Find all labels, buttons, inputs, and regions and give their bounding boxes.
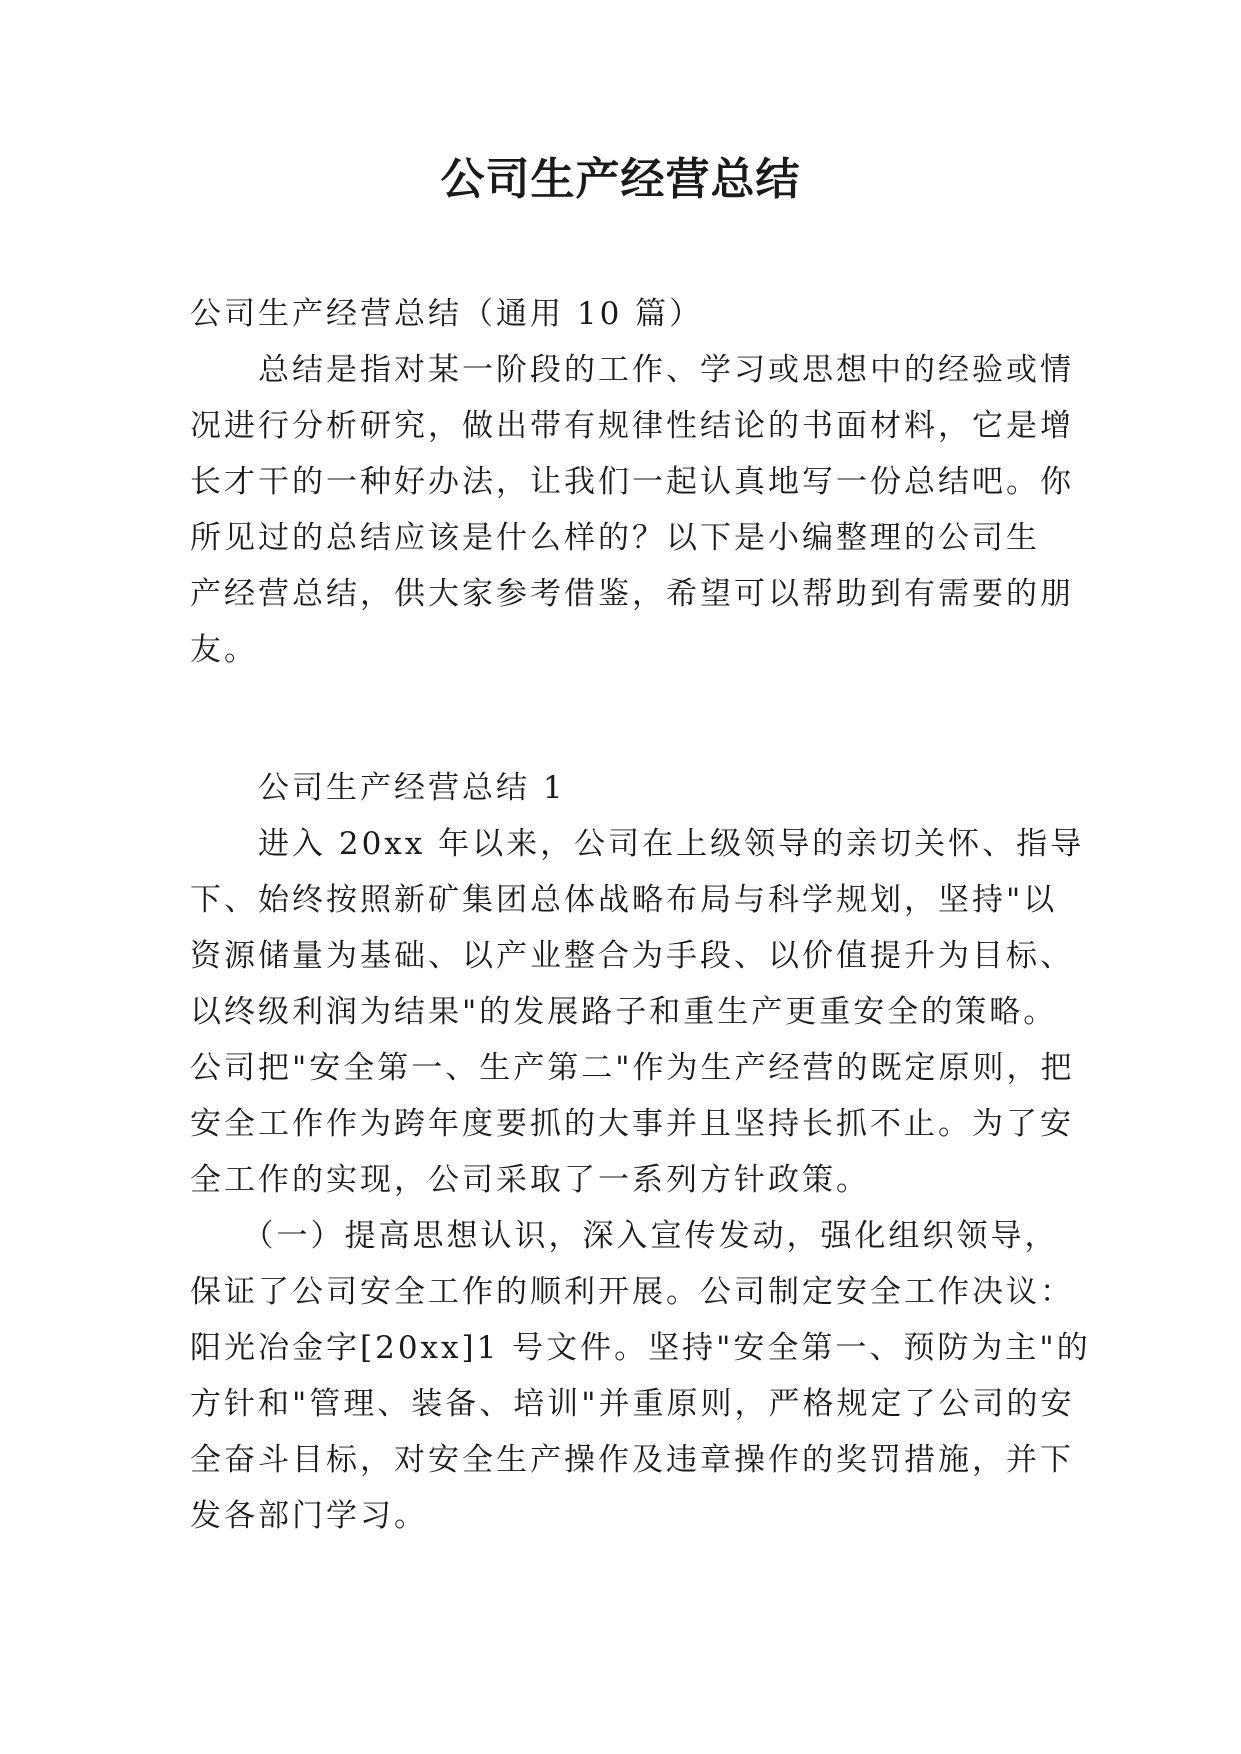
paragraph-line: 全工作的实现，公司采取了一系列方针政策。 xyxy=(190,1162,870,1198)
document-title: 公司生产经营总结 xyxy=(440,154,801,205)
paragraph-line: 保证了公司安全工作的顺利开展。公司制定安全工作决议： xyxy=(190,1274,1074,1310)
section-heading: 公司生产经营总结 1 xyxy=(190,770,566,806)
paragraph-line: 所见过的总结应该是什么样的？以下是小编整理的公司生 xyxy=(190,520,1040,556)
paragraph-line: （一）提高思想认识，深入宣传发动，强化组织领导， xyxy=(190,1218,1059,1254)
paragraph-line: 阳光冶金字[20xx]1 号文件。坚持"安全第一、预防为主"的 xyxy=(190,1330,1091,1366)
section-spacer xyxy=(190,678,1052,760)
paragraph-line: 总结是指对某一阶段的工作、学习或思想中的经验或情 xyxy=(190,352,1074,388)
subtitle-line: 公司生产经营总结（通用 10 篇） xyxy=(190,296,704,332)
paragraph-line: 下、始终按照新矿集团总体战略布局与科学规划，坚持"以 xyxy=(190,882,1058,918)
paragraph-line: 方针和"管理、装备、培训"并重原则，严格规定了公司的安 xyxy=(190,1386,1075,1422)
paragraph-line: 以终级利润为结果"的发展路子和重生产更重安全的策略。 xyxy=(190,994,1058,1030)
paragraph-line: 友。 xyxy=(190,632,258,668)
paragraph-line: 全奋斗目标，对安全生产操作及违章操作的奖罚措施，并下 xyxy=(190,1442,1074,1478)
paragraph-line: 资源储量为基础、以产业整合为手段、以价值提升为目标、 xyxy=(190,938,1074,974)
paragraph-line: 产经营总结，供大家参考借鉴，希望可以帮助到有需要的朋 xyxy=(190,576,1074,612)
paragraph-line: 公司把"安全第一、生产第二"作为生产经营的既定原则，把 xyxy=(190,1050,1075,1086)
paragraph-line: 况进行分析研究，做出带有规律性结论的书面材料，它是增 xyxy=(190,408,1074,444)
document-body xyxy=(190,286,1091,1544)
paragraph-line: 安全工作作为跨年度要抓的大事并且坚持长抓不止。为了安 xyxy=(190,1106,1074,1142)
paragraph-line: 进入 20xx 年以来，公司在上级领导的亲切关怀、指导 xyxy=(190,826,1085,862)
paragraph-line: 发各部门学习。 xyxy=(190,1498,428,1534)
paragraph-line: 长才干的一种好办法，让我们一起认真地写一份总结吧。你 xyxy=(190,464,1074,500)
